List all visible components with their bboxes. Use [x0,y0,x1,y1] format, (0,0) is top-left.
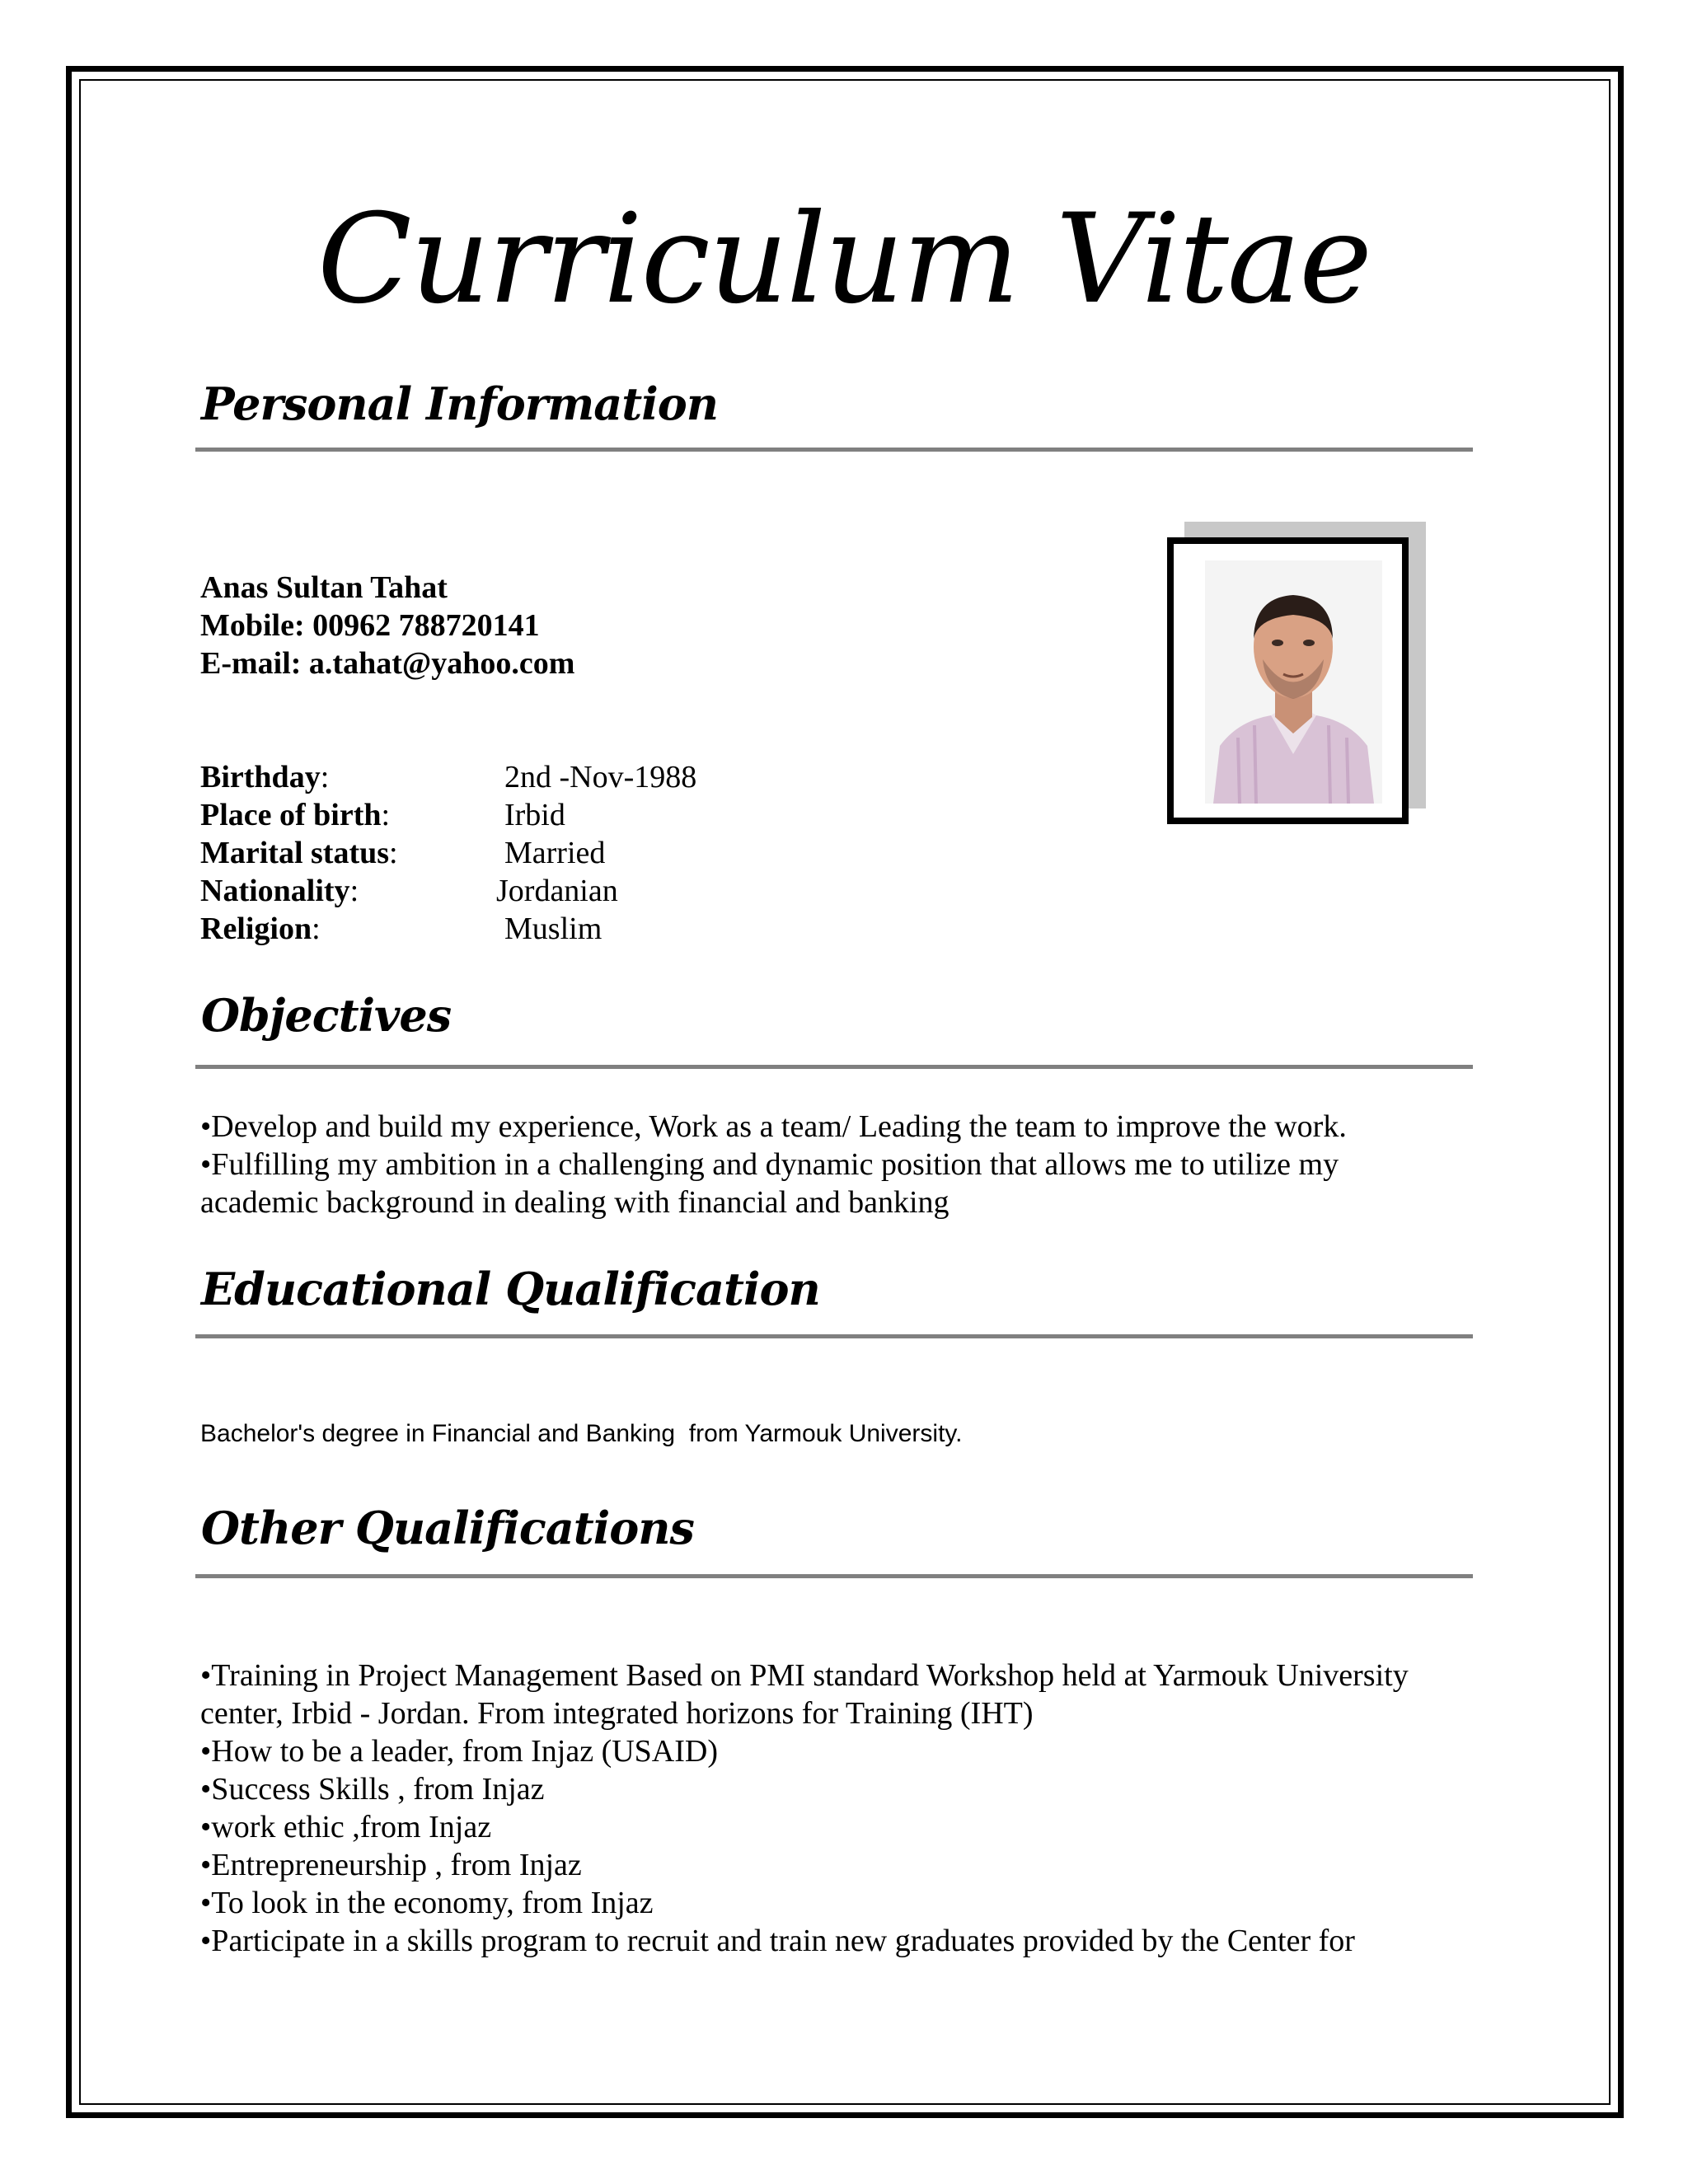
objective-line: •Develop and build my experience, Work as a team/ Leading the team to improve the work. [200,1109,1347,1144]
qualification-line: •How to be a leader, from Injaz (USAID) [200,1734,719,1769]
objective-line: academic background in dealing with financial and banking [200,1185,950,1220]
contact-mobile: Mobile: 00962 788720141 [200,608,540,643]
objective-line: •Fulfilling my ambition in a challenging and dynamic position that allows me to utilize my [200,1147,1339,1182]
detail-value: Married [504,836,606,870]
heading-objectives: Objectives [201,989,452,1042]
detail-label: Nationality: [200,874,359,908]
qualification-line: center, Irbid - Jordan. From integrated horizons for Training (IHT) [200,1696,1034,1731]
qualification-line: •Training in Project Management Based on PMI standard Workshop held at Yarmouk University [200,1658,1409,1693]
heading-other-qualifications: Other Qualifications [201,1502,694,1554]
detail-value: Irbid [504,798,565,832]
detail-label: Place of birth: [200,798,391,832]
detail-label: Marital status: [200,836,398,870]
document-title: Curriculum Vitae [316,188,1371,331]
heading-personal-information: Personal Information [201,377,719,430]
detail-label: Birthday: [200,760,330,794]
detail-label: Religion: [200,912,321,946]
qualification-line: •work ethic ,from Injaz [200,1810,492,1844]
qualification-line: •To look in the economy, from Injaz [200,1886,654,1920]
qualification-line: •Entrepreneurship , from Injaz [200,1848,582,1882]
qualification-line: •Success Skills , from Injaz [200,1772,545,1807]
profile-photo [1205,560,1382,804]
detail-value: 2nd -Nov-1988 [504,760,697,794]
detail-value: Muslim [504,912,603,946]
section-divider [195,448,1473,452]
detail-value: Jordanian [496,874,618,908]
qualification-line: •Participate in a skills program to recruit and train new graduates provided by the Center for [200,1924,1355,1958]
contact-name: Anas Sultan Tahat [200,570,448,605]
section-divider [195,1574,1473,1578]
section-divider [195,1065,1473,1069]
contact-email: E-mail: a.tahat@yahoo.com [200,646,575,681]
heading-educational-qualification: Educational Qualification [201,1263,820,1315]
section-divider [195,1334,1473,1338]
education-entry: Bachelor's degree in Financial and Banking from Yarmouk University. [200,1420,963,1447]
